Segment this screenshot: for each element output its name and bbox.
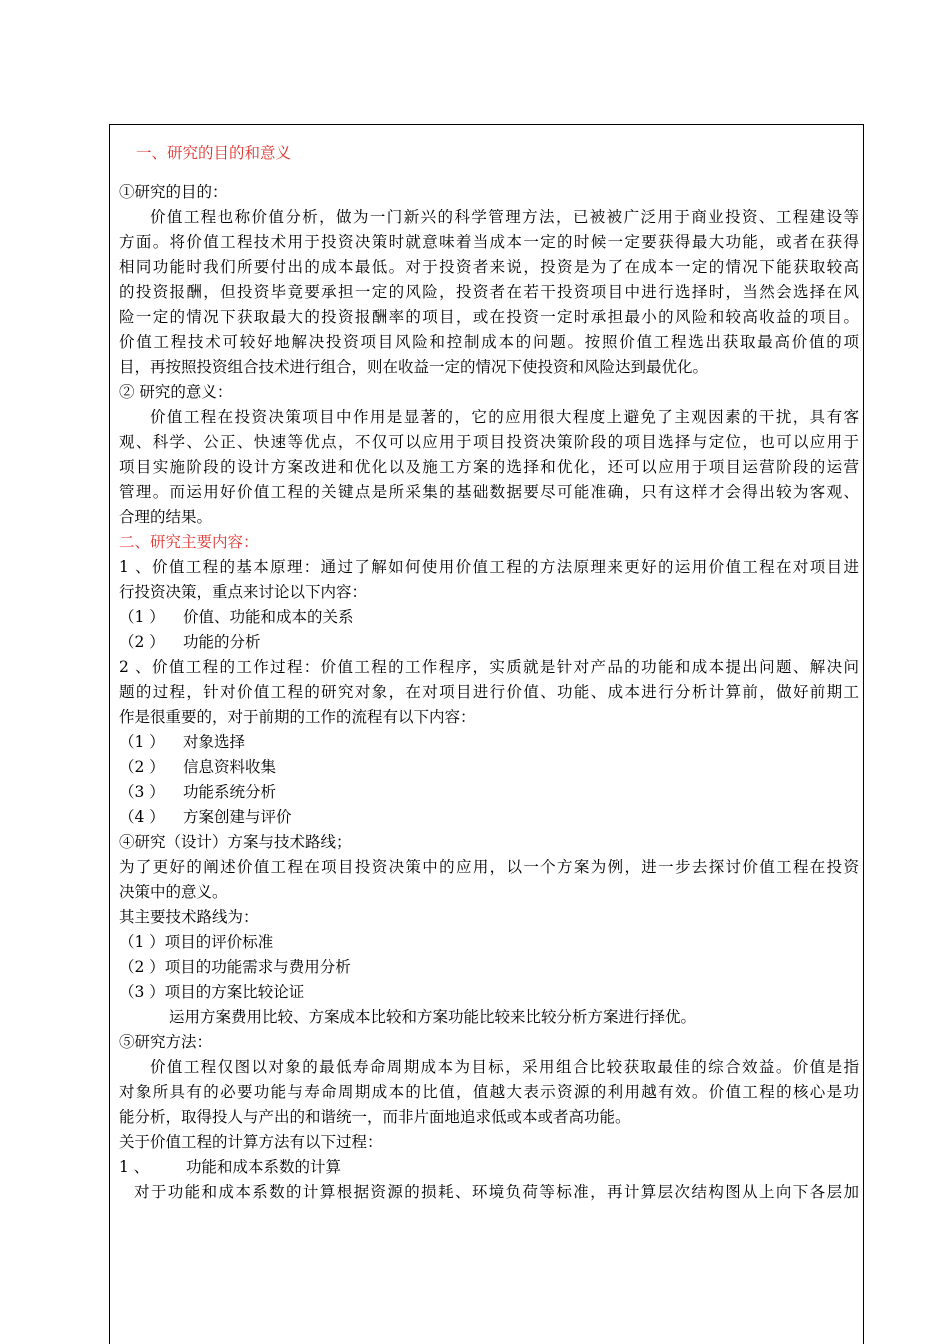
item2-sub-number: （1 ） <box>119 733 165 751</box>
item2-sub-item <box>119 805 859 830</box>
plan-line: 决策中的意义。 <box>119 883 228 901</box>
item1-sub-number: （2 ） <box>119 633 165 651</box>
method-line: 能分析，取得投人与产出的和谐统一，而非片面地追求低或本或者高功能。 <box>119 1108 631 1126</box>
meaning-paragraph-line: 观、科学、公正、快速等优点，不仅可以应用于项目投资决策阶段的项目选择与定位，也可以应用于 <box>119 433 859 451</box>
item1-line: 行投资决策，重点来讨论以下内容： <box>119 583 368 601</box>
purpose-paragraph-line: 目，再按照投资组合技术进行组合，则在收益一定的情况下使投资和风险达到最优化。 <box>119 358 709 376</box>
plan-line: 为了更好的阐述价值工程在项目投资决策中的应用，以一个方案为例，进一步去探讨价值工程在投资 <box>119 858 859 876</box>
item1-sub-number: （1 ） <box>119 608 165 626</box>
route-item: （3 ）项目的方案比较论证 <box>119 983 305 1001</box>
item1-sub-item <box>119 630 859 655</box>
meaning-paragraph-line: 合理的结果。 <box>119 508 213 526</box>
item2-line: 题的过程，针对价值工程的研究对象，在对项目进行价值、功能、成本进行分析计算前，做好前期工 <box>119 683 859 701</box>
purpose-label: ①研究的目的： <box>119 183 228 201</box>
item2-sub-number: （4 ） <box>119 808 165 826</box>
item2-sub-text: 信息资料收集 <box>183 758 277 776</box>
item2-sub-text: 方案创建与评价 <box>183 808 292 826</box>
document-frame <box>109 124 864 1344</box>
item2-sub-item <box>119 755 859 780</box>
purpose-paragraph-line: 价值工程技术可较好地解决投资项目风险和控制成本的问题。按照价值工程选出获取最高价值的项 <box>119 333 859 351</box>
purpose-paragraph-line: 的投资报酬，但投资毕竟要承担一定的风险，投资者在若干投资项目中进行选择时，当然会选择在风 <box>119 283 859 301</box>
calc-paragraph-line: 对于功能和成本系数的计算根据资源的损耗、环境负荷等标准，再计算层次结构图从上向下各层加 <box>134 1183 859 1201</box>
meaning-paragraph-line: 管理。而运用好价值工程的关键点是所采集的基础数据要尽可能准确，只有这样才会得出较为客观、 <box>119 483 859 501</box>
purpose-paragraph-line: 价值工程也称价值分析，做为一门新兴的科学管理方法，已被被广泛用于商业投资、工程建设等 <box>150 208 859 226</box>
route-item: （1 ）项目的评价标准 <box>119 933 274 951</box>
item2-sub-item <box>119 780 859 805</box>
route-note: 运用方案费用比较、方案成本比较和方案功能比较来比较分析方案进行择优。 <box>169 1008 697 1026</box>
item1-sub-text: 价值、功能和成本的关系 <box>183 608 354 626</box>
item2-line: 作是很重要的，对于前期的工作的流程有以下内容： <box>119 708 476 726</box>
item2-sub-item <box>119 730 859 755</box>
document-body <box>119 125 859 1205</box>
section-heading-main-content: 二、研究主要内容： <box>119 533 259 551</box>
item2-line: 2 、价值工程的工作过程：价值工程的工作程序，实质就是针对产品的功能和成本提出问题、解决问 <box>119 658 859 676</box>
purpose-paragraph-line: 险一定的情况下获取最大的投资报酬率的项目，或在投资一定时承担最小的风险和较高收益的项目。 <box>119 308 859 326</box>
section-heading-purpose-meaning: 一、研究的目的和意义 <box>136 144 292 162</box>
route-item: （2 ）项目的功能需求与费用分析 <box>119 958 351 976</box>
purpose-paragraph-line: 相同功能时我们所要付出的成本最低。对于投资者来说，投资是为了在成本一定的情况下能获取较高 <box>119 258 859 276</box>
meaning-paragraph-line: 价值工程在投资决策项目中作用是显著的，它的应用很大程度上避免了主观因素的干扰，具有客 <box>150 408 859 426</box>
item2-sub-number: （3 ） <box>119 783 165 801</box>
calc-item <box>119 1155 859 1180</box>
item2-sub-text: 功能系统分析 <box>183 783 277 801</box>
meaning-label: ② 研究的意义： <box>119 383 233 401</box>
calc-item-number: 1 、 <box>119 1158 150 1176</box>
meaning-paragraph-line: 项目实施阶段的设计方案改进和优化以及施工方案的选择和优化，还可以应用于项目运营阶段的运营 <box>119 458 859 476</box>
calc-item-text: 功能和成本系数的计算 <box>186 1158 342 1176</box>
method-line: 对象所具有的必要功能与寿命周期成本的比值，值越大表示资源的利用越有效。价值工程的核心是功 <box>119 1083 859 1101</box>
item2-sub-text: 对象选择 <box>183 733 246 751</box>
item1-sub-text: 功能的分析 <box>183 633 261 651</box>
item1-sub-item <box>119 605 859 630</box>
item2-sub-number: （2 ） <box>119 758 165 776</box>
method-line: 价值工程仅图以对象的最低寿命周期成本为目标，采用组合比较获取最佳的综合效益。价值是指 <box>150 1058 859 1076</box>
route-label: 其主要技术路线为： <box>119 908 259 926</box>
method-label: ⑤研究方法： <box>119 1033 213 1051</box>
item1-line: 1 、价值工程的基本原理：通过了解如何使用价值工程的方法原理来更好的运用价值工程在对项目进 <box>119 558 859 576</box>
plan-label: ④研究（设计）方案与技术路线； <box>119 833 352 851</box>
purpose-paragraph-line: 方面。将价值工程技术用于投资决策时就意味着当成本一定的时候一定要获得最大功能，或者在获得 <box>119 233 859 251</box>
calc-label: 关于价值工程的计算方法有以下过程： <box>119 1133 383 1151</box>
